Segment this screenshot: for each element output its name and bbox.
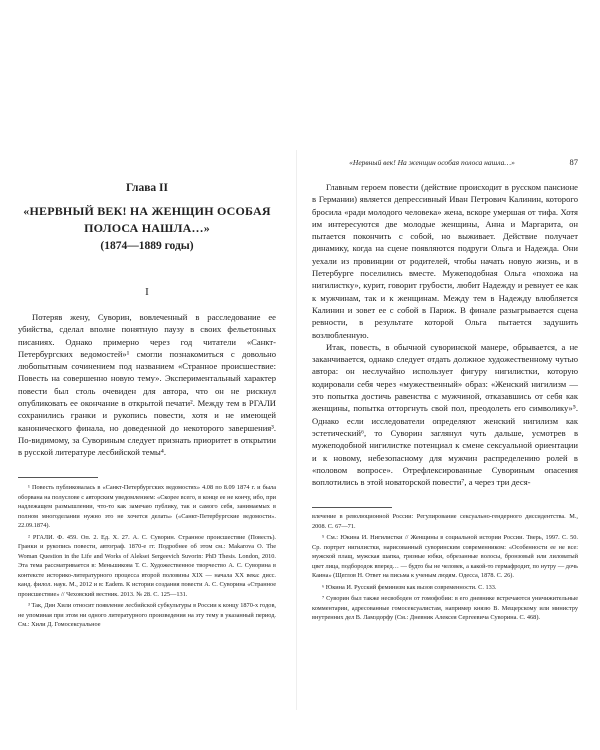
left-page	[18, 0, 276, 750]
right-footnote-7: ⁷ Суворин был также несвободен от гомофобии: в его дневнике встречаются уничижительные комментарии, адресованные гомосексуалистам, например князю В. Мещерскому или министру внутренних дел В. Ламздорфу (См.: Дневник Алексея Сергеевича Суворина. С. 468).	[312, 595, 578, 621]
chapter-title-line2: ПОЛОСА НАШЛА…»	[84, 221, 210, 235]
left-footnote-2: ² РГАЛИ. Ф. 459. Оп. 2. Ед. Х. 27. А. С. Суворин. Странное происшествие (Повесть). Гранки и рукопись повести, автограф. 1870-е гг. Подробнее об этом см.: Makarova O. The Woman Question in the Life and Works of Aleksei Sergeevich Suvorin: PhD Thesis. London, 2010. Эта тема рассматривается в: Меньшикова Т. С. Художественное творчество А. С. Суворина в контексте историко-литературного процесса второй половины XIX — начала XX века: дисс. канд. филол. наук. М., 2012 и в: Eadem. К истории создания повести А. С. Суворина «Странное происшествие» // Чеховский вестник. 2013. № 28. С. 125—131.	[18, 533, 276, 598]
left-footnotes	[18, 483, 276, 632]
left-paragraph-1: Потеряв жену, Суворин, вовлеченный в расследование ее убийства, сделал вполне понятную паузу в своих фельетонных писаниях. Однако примерно через год читатели «Санкт-Петербургских ведомостей»¹ смогли познакомиться с довольно любопытным сочинением под названием «Странное происшествие: Повесть на совершенно новую тему». Экспериментальный характер повести был столь очевиден для автора, что он не рискнул опубликовать ее окончание в открытой печати². Между тем в РГАЛИ сохранились гранки и рукопись повести, хотя и не имеющей канонического финала, но доведенной до некоторого завершения³. По-видимому, за Сувориным следует признать приоритет в открытии в русской литературе лесбийской темы⁴.	[18, 312, 276, 458]
right-footnote-5: ⁵ См.: Юкина И. Нигилистки // Женщины в социальной истории России. Тверь, 1997. С. 50. Ср. портрет нигилистки, нарисованный суворинским современником: «Особенности ее не все: мужской плащ, мужская шапка, грязные юбки, обрезанные волосы, бронзовый или лиловатый цвет лица, подбородок вперед… — будто бы не человек, а какой-то гермафродит, по нутру — дочь Каина» (Щеглов Н. Ответ на письма к ученым людям. Одесса, 1878. С. 26).	[312, 534, 578, 579]
right-body-text	[312, 181, 578, 488]
right-paragraph-1: Главным героем повести (действие происходит в русском пансионе в Германии) является депрессивный Иван Петрович Калинин, которого бросила «ради молодого человека» жена, вскоре умершая от тифа. Хотя им интересуются две молодые женщины, Анна и Маргарита, он пытается покончить с собой, но выживает. Действие получает динамику, когда на сцене появляются подруги Ольга и Надежда. Они уехали из провинции от родителей, чтобы начать новую жизнь, и в Петербурге поселились вместе. Мужеподобная Ольга «похожа на нигилистку», курит, говорит грубости, любит Надежду и ревнует ее как к мужчинам, так и к женщинам. Между тем в Надежду влюбляется Калинин и зовет ее с собой в Париж. В финале разыгрывается сцена ревности, в результате которой Ольга пытается задушить возлюбленную.	[312, 182, 578, 340]
chapter-title	[18, 203, 276, 237]
running-head: «Нервный век! На женщин особая полоса нашла…»	[349, 158, 515, 167]
page-gutter	[296, 150, 297, 710]
left-body-text	[18, 311, 276, 459]
chapter-label: Глава II	[125, 182, 168, 194]
right-footnote-continuation: влечение в революционной России: Регулирование сексуально-гендерного диссидентства. М., 2008. С. 67—71.	[312, 513, 578, 530]
section-number: I	[145, 286, 149, 298]
page-number: 87	[569, 157, 578, 167]
left-footnote-3: ³ Так, Дин Хили относит появление лесбийской субкультуры в России к концу 1870-х годов, не упоминая при этом ни одного литературного произведения на эту тему в указанный период. См.: Хили Д. Гомосексуальное	[18, 602, 276, 628]
right-page	[312, 0, 578, 750]
chapter-years: (1874—1889 годы)	[100, 240, 194, 252]
right-footnotes	[312, 512, 578, 625]
left-footnote-rule	[18, 477, 98, 478]
right-footnote-6: ⁶ Юкина И. Русский феминизм как вызов современности. С. 133.	[322, 583, 497, 591]
chapter-title-line1: «НЕРВНЫЙ ВЕК! НА ЖЕНЩИН ОСОБАЯ	[23, 204, 271, 218]
right-paragraph-2: Итак, повесть, в обычной суворинской манере, обрывается, а не заканчивается, однако следует отдать должное художественному чутью автора: он неслучайно использует фигуру нигилистки, которую кодировали себя через «мужественный» образ: «Женский нигилизм — это попытка достичь равенства с мужчиной, отказавшись от себя как женщины, попытка отторгнуть свой пол, преодолеть его символику»⁵. Однако если исследователи определяют женский нигилизм как эстетический⁶, то Суворин заглянул чуть дальше, усмотрев в мужеподобной нигилистке потенциал к смене сексуальной ориентации и к новому, небезопасному для мужчин распределению ролей в «половом вопросе». Отрефлексированные Сувориным опасения воплотились в этой новаторской повести⁷, а через три деся-	[312, 341, 578, 488]
right-footnote-rule	[312, 507, 392, 508]
left-footnote-1: ¹ Повесть публиковалась в «Санкт-Петербургских ведомостях» 4.08 по 8.09 1874 г. и была оборвана на полуслове с авторским уведомлением: «Скорее всего, в конце ее не кончу, ибо, при надлежащем размышлении, что-то как замечаю публику, так и самого себя, занимаемых в полном многоделании нужно это не хочется делать» («Санкт-Петербургские ведомости». 22.09.1874).	[18, 484, 276, 529]
